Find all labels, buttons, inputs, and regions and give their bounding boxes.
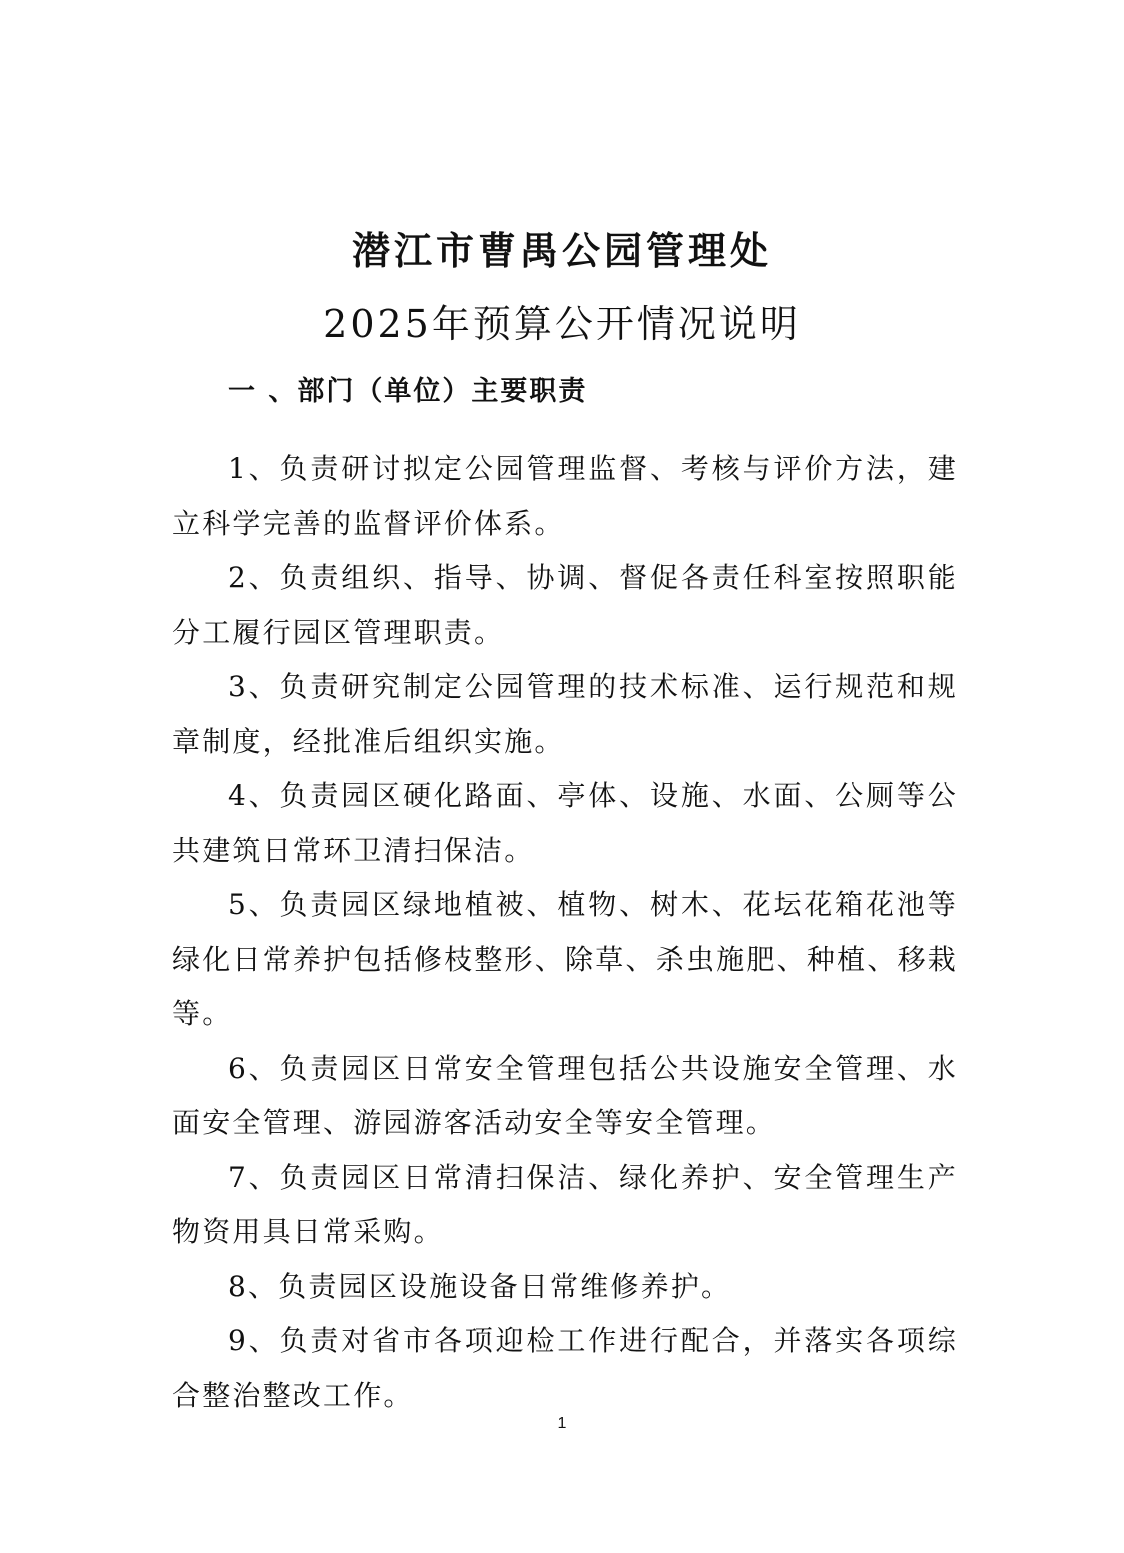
paragraph-7: 7、负责园区日常清扫保洁、绿化养护、安全管理生产物资用具日常采购。 — [172, 1160, 958, 1248]
paragraph-2: 2、负责组织、指导、协调、督促各责任科室按照职能分工履行园区管理职责。 — [172, 561, 958, 649]
body-text — [172, 442, 958, 1423]
paragraph-6: 6、负责园区日常安全管理包括公共设施安全管理、水面安全管理、游园游客活动安全等安全管理。 — [172, 1051, 958, 1139]
page-number: 1 — [557, 1415, 567, 1432]
paragraph-4: 4、负责园区硬化路面、亭体、设施、水面、公厕等公共建筑日常环卫清扫保洁。 — [172, 779, 958, 867]
section-heading: 一 、部门（单位）主要职责 — [228, 376, 588, 407]
document-title: 潜江市曹禺公园管理处 — [351, 229, 772, 273]
document-subtitle: 2025年预算公开情况说明 — [323, 302, 801, 346]
paragraph-5: 5、负责园区绿地植被、植物、树木、花坛花箱花池等绿化日常养护包括修枝整形、除草、杀虫施肥、种植、移栽等。 — [172, 888, 958, 1030]
paragraph-8: 8、负责园区设施设备日常维修养护。 — [228, 1269, 732, 1303]
paragraph-3: 3、负责研究制定公园管理的技术标准、运行规范和规章制度，经批准后组织实施。 — [172, 670, 958, 758]
paragraph-1: 1、负责研讨拟定公园管理监督、考核与评价方法，建立科学完善的监督评价体系。 — [172, 452, 958, 540]
paragraph-9: 9、负责对省市各项迎检工作进行配合，并落实各项综合整治整改工作。 — [172, 1324, 958, 1412]
